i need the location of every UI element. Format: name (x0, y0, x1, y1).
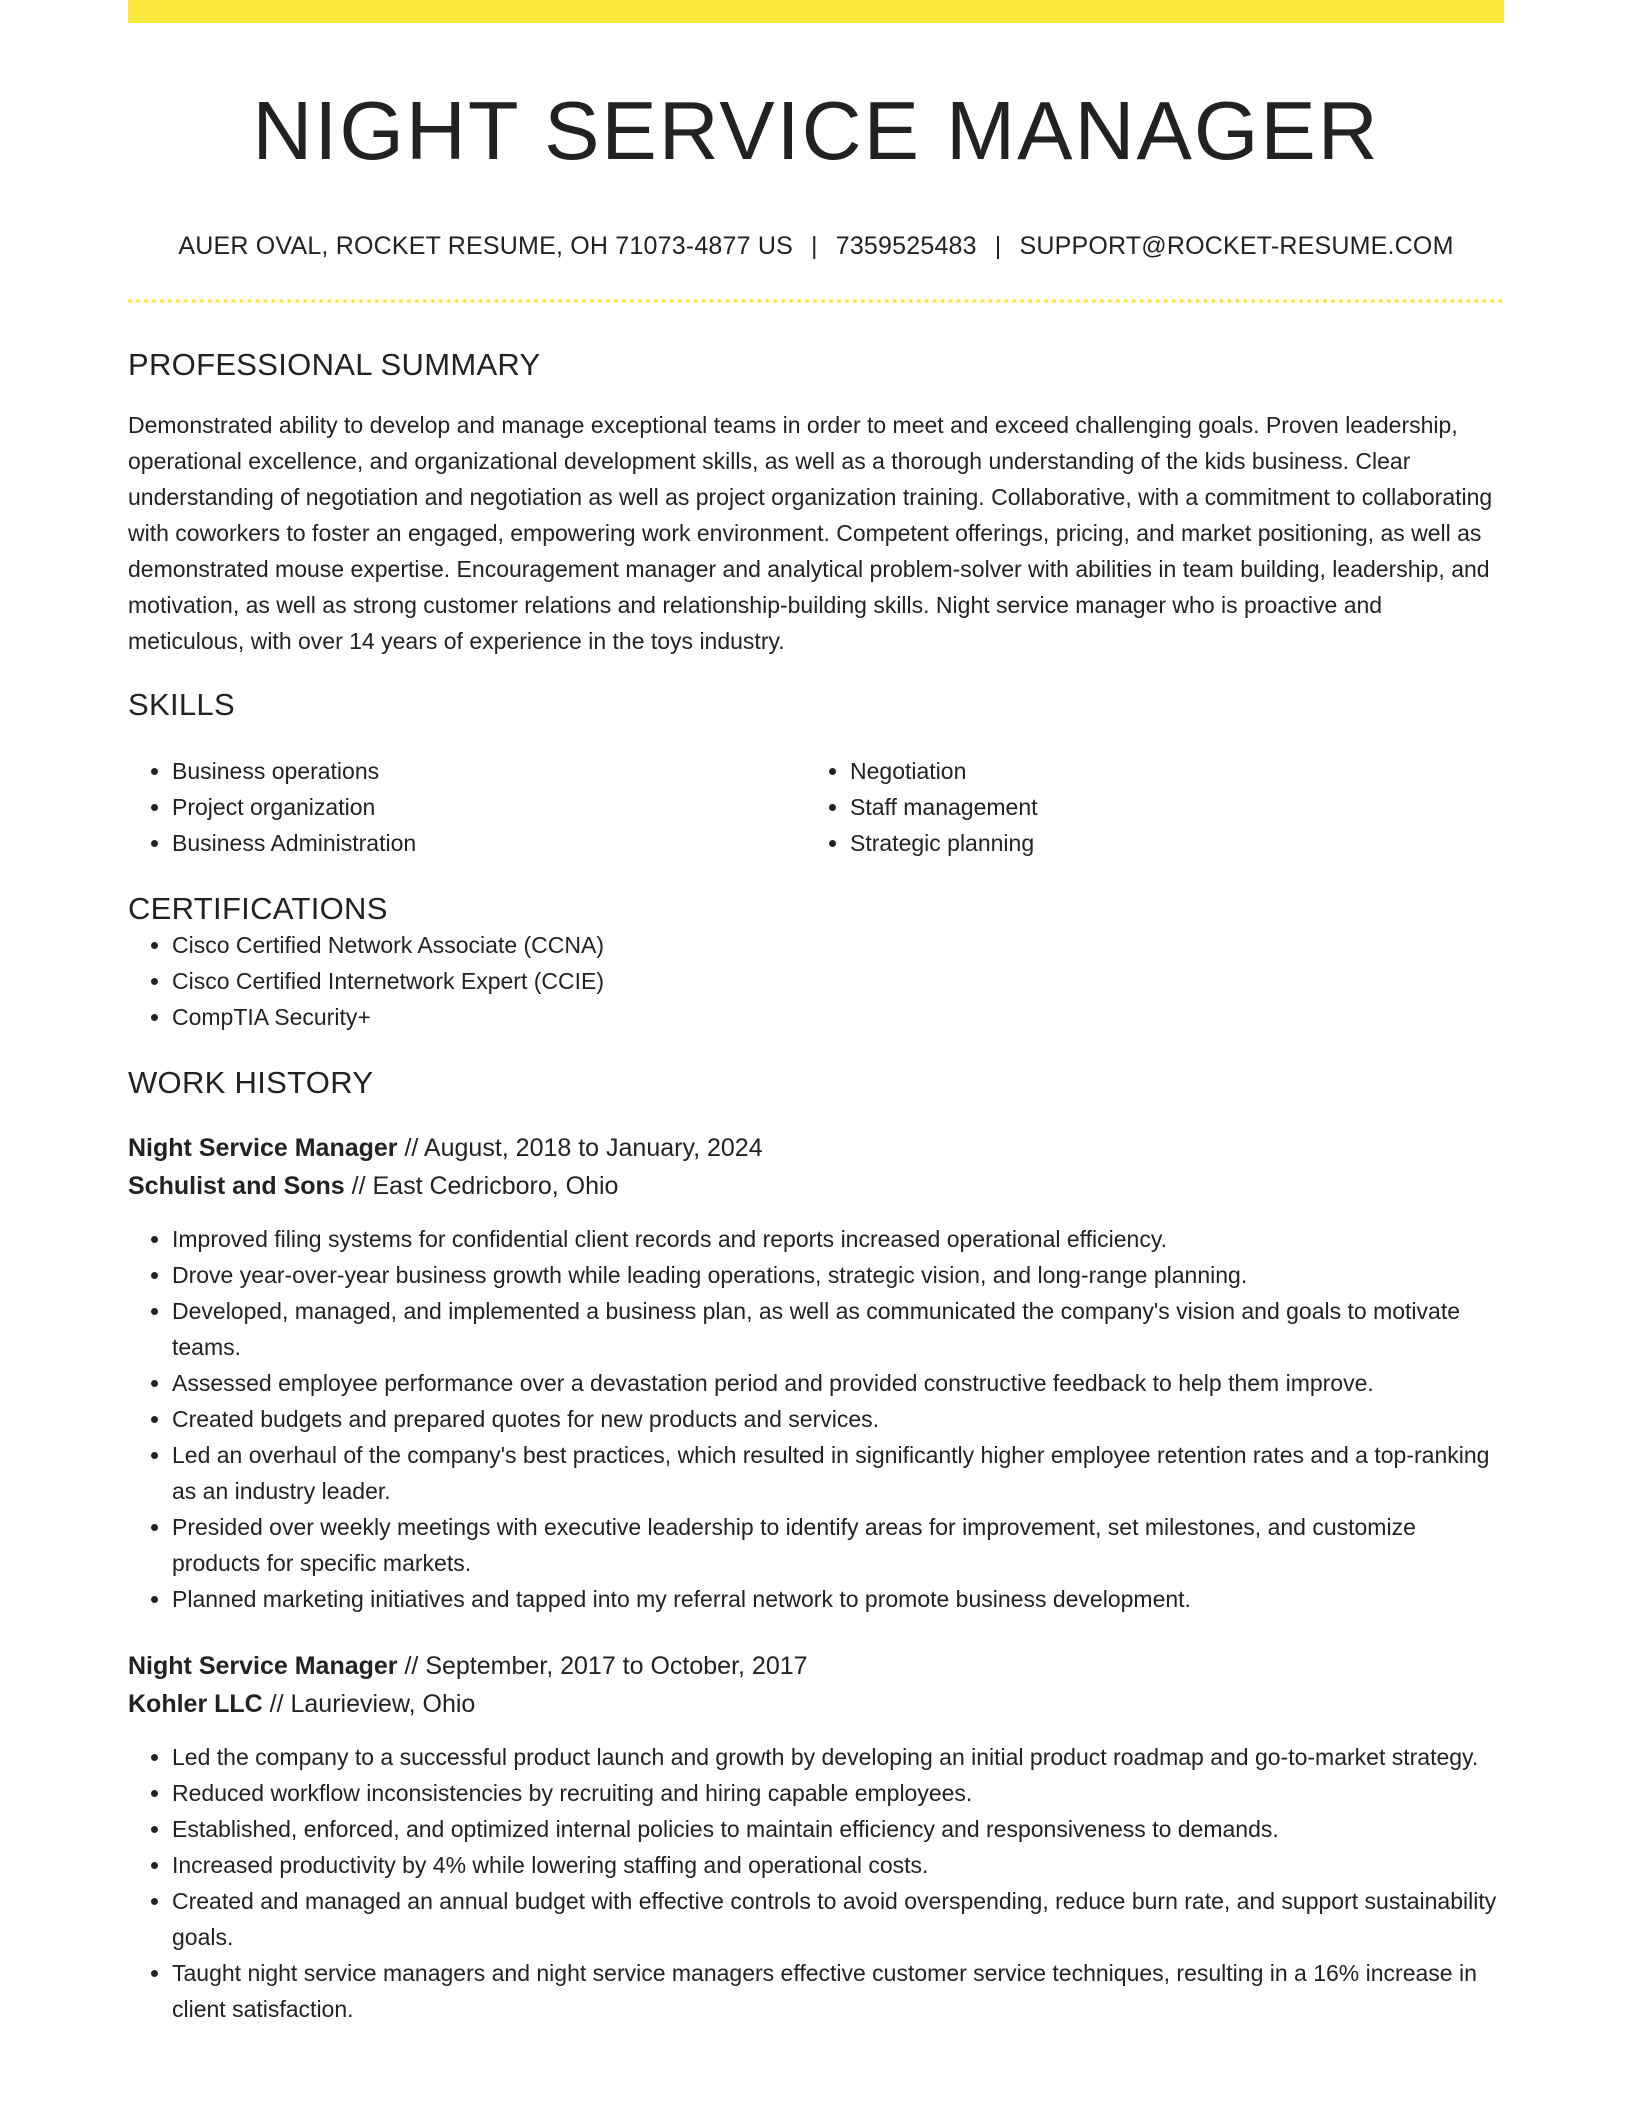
job-bullet: • Presided over weekly meetings with executive leadership to identify areas for improvement, set milestones, and customize products for specific markets. (172, 1509, 1504, 1581)
skills-column-right (806, 753, 1484, 861)
job-role-line (128, 1129, 1504, 1167)
job-location: // East Cedricboro, Ohio (344, 1172, 619, 1201)
job-dates: // September, 2017 to October, 2017 (397, 1652, 808, 1681)
skill-item: • Negotiation (850, 753, 1484, 789)
job-entry (128, 1129, 1504, 1617)
job-bullet: • Planned marketing initiatives and tapped into my referral network to promote business development. (172, 1581, 1504, 1617)
job-bullet: • Drove year-over-year business growth while leading operations, strategic vision, and long-range planning. (172, 1257, 1504, 1293)
job-entry (128, 1647, 1504, 2027)
job-bullets (128, 1739, 1504, 2027)
job-bullet: • Taught night service managers and night service managers effective customer service techniques, resulting in a 16% increase in client satisfaction. (172, 1955, 1504, 2027)
skill-item: • Business Administration (172, 825, 806, 861)
certification-item: • Cisco Certified Internetwork Expert (CCIE) (172, 963, 1504, 999)
skills-list-left (128, 753, 806, 861)
contact-line (128, 232, 1504, 261)
job-role: Night Service Manager (128, 1134, 398, 1163)
job-company-line (128, 1685, 1504, 1723)
resume-page (128, 0, 1504, 2027)
skill-item: • Project organization (172, 789, 806, 825)
skills-heading: SKILLS (128, 687, 235, 723)
job-bullet: • Led the company to a successful product launch and growth by developing an initial product roadmap and go-to-market strategy. (172, 1739, 1504, 1775)
job-role: Night Service Manager (128, 1652, 398, 1681)
contact-phone: 7359525483 (835, 232, 977, 261)
contact-address: AUER OVAL, ROCKET RESUME, OH 71073-4877 US (178, 232, 794, 261)
skills-column-left (128, 753, 806, 861)
certification-item: • Cisco Certified Network Associate (CCNA) (172, 927, 1504, 963)
certifications-list (128, 927, 1504, 1035)
job-company: Schulist and Sons (128, 1172, 345, 1201)
skills-grid (128, 753, 1504, 861)
skill-item: • Staff management (850, 789, 1484, 825)
resume-title: NIGHT SERVICE MANAGER (252, 84, 1380, 177)
job-bullet: • Reduced workflow inconsistencies by recruiting and hiring capable employees. (172, 1775, 1504, 1811)
job-company-line (128, 1167, 1504, 1205)
job-bullet: • Improved filing systems for confidential client records and reports increased operational efficiency. (172, 1221, 1504, 1257)
work-history-heading: WORK HISTORY (128, 1065, 374, 1101)
contact-email: SUPPORT@ROCKET-RESUME.COM (1019, 232, 1454, 261)
job-bullets (128, 1221, 1504, 1617)
certification-item: • CompTIA Security+ (172, 999, 1504, 1035)
job-dates: // August, 2018 to January, 2024 (397, 1134, 763, 1163)
job-bullet: • Assessed employee performance over a devastation period and provided constructive feedback to help them improve. (172, 1365, 1504, 1401)
job-bullet: • Developed, managed, and implemented a business plan, as well as communicated the company's vision and goals to motivate teams. (172, 1293, 1504, 1365)
skill-item: • Strategic planning (850, 825, 1484, 861)
summary-text: Demonstrated ability to develop and manage exceptional teams in order to meet and exceed challenging goals. Proven leadership, operational excellence, and organizational development skills, as well as a thorough understanding of the kids business. Clear understanding of negotiation and negotiation as well as project organization training. Collaborative, with a commitment to collaborating with coworkers to foster an engaged, empowering work environment. Competent offerings, pricing, and market positioning, as well as demonstrated mouse expertise. Encouragement manager and analytical problem-solver with abilities in team building, leadership, and motivation, as well as strong customer relations and relationship-building skills. Night service manager who is proactive and meticulous, with over 14 years of experience in the toys industry. (128, 412, 1493, 655)
job-role-line (128, 1647, 1504, 1685)
skills-list-right (806, 753, 1484, 861)
skill-item: • Business operations (172, 753, 806, 789)
job-company: Kohler LLC (128, 1690, 263, 1719)
job-bullet: • Created budgets and prepared quotes for new products and services. (172, 1401, 1504, 1437)
contact-separator: | (811, 232, 818, 261)
job-bullet: • Created and managed an annual budget with effective controls to avoid overspending, reduce burn rate, and support sustainability goals. (172, 1883, 1504, 1955)
job-bullet: • Increased productivity by 4% while lowering staffing and operational costs. (172, 1847, 1504, 1883)
job-bullet: • Established, enforced, and optimized internal policies to maintain efficiency and responsiveness to demands. (172, 1811, 1504, 1847)
summary-heading: PROFESSIONAL SUMMARY (128, 347, 541, 383)
certifications-heading: CERTIFICATIONS (128, 891, 388, 927)
header-divider (128, 299, 1504, 303)
contact-separator: | (994, 232, 1002, 261)
top-accent-bar (128, 0, 1504, 23)
job-bullet: • Led an overhaul of the company's best practices, which resulted in significantly higher employee retention rates and a top-ranking as an industry leader. (172, 1437, 1504, 1509)
job-location: // Laurieview, Ohio (262, 1690, 476, 1719)
